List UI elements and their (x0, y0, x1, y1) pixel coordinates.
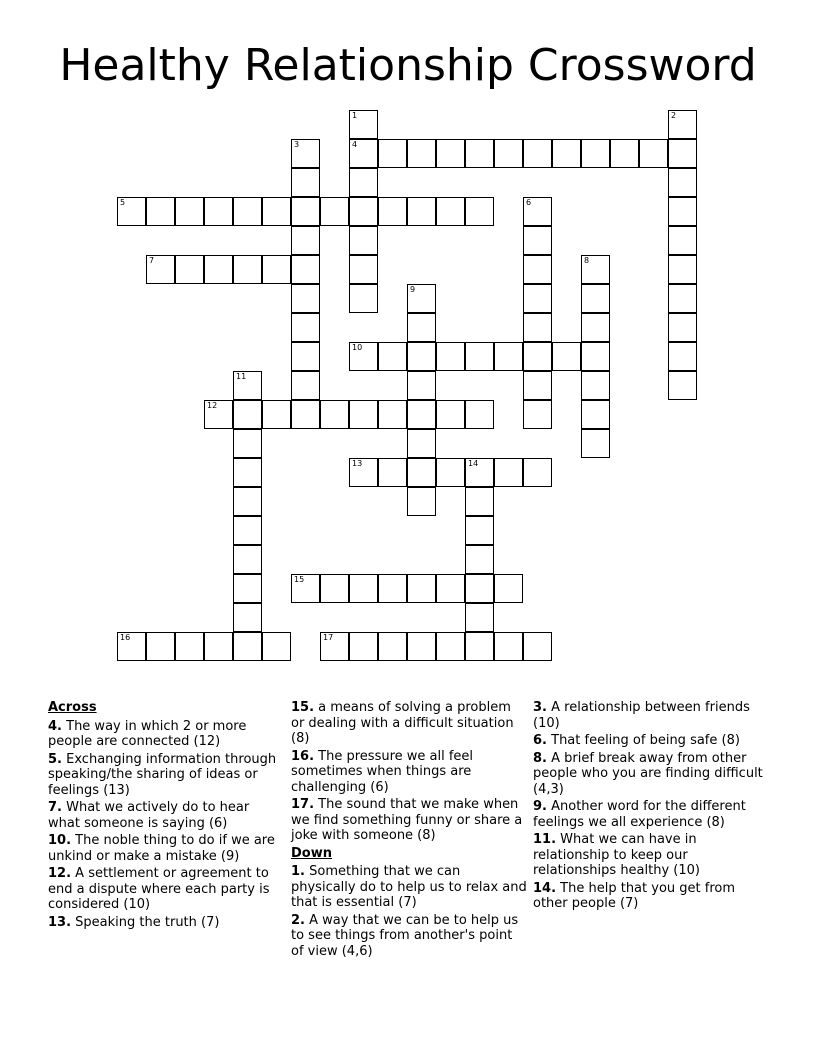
grid-cell[interactable] (349, 400, 378, 429)
grid-cell[interactable] (581, 371, 610, 400)
grid-cell[interactable] (349, 168, 378, 197)
grid-cell[interactable] (320, 632, 349, 661)
grid-cell[interactable] (175, 197, 204, 226)
clue-down-6 (533, 733, 769, 749)
grid-cell[interactable] (523, 139, 552, 168)
grid-cell[interactable] (349, 110, 378, 139)
grid-cell[interactable] (117, 632, 146, 661)
grid-cell[interactable] (146, 197, 175, 226)
cell-number: 15 (294, 575, 305, 584)
grid-cell[interactable] (262, 197, 291, 226)
clue-text: What we can have in relationship to keep our relationships healthy (10) (533, 832, 700, 878)
grid-cell[interactable] (378, 458, 407, 487)
clue-number: 3. (533, 700, 547, 715)
clue-number: 13. (48, 914, 72, 930)
grid-cell[interactable] (262, 632, 291, 661)
grid-cell[interactable] (668, 168, 697, 197)
clue-across-13 (48, 915, 284, 931)
cell-number: 12 (207, 401, 218, 410)
grid-cell[interactable] (436, 400, 465, 429)
clue-text: a means of solving a problem or dealing with a difficult situation (8) (291, 700, 514, 746)
clue-down-11 (533, 832, 769, 879)
grid-cell[interactable] (668, 197, 697, 226)
grid-cell[interactable] (262, 400, 291, 429)
grid-cell[interactable] (494, 574, 523, 603)
grid-cell[interactable] (523, 371, 552, 400)
clue-text: The help that you get from other people (7) (533, 880, 735, 911)
grid-cell[interactable] (291, 371, 320, 400)
clue-number: 11. (533, 832, 557, 847)
grid-cell[interactable] (407, 632, 436, 661)
clue-number: 17. (291, 797, 315, 812)
grid-cell[interactable] (349, 284, 378, 313)
grid-cell[interactable] (581, 313, 610, 342)
grid-cell[interactable] (233, 371, 262, 400)
grid-cell[interactable] (465, 458, 494, 487)
clue-text: A settlement or agreement to end a dispute where each party is considered (10) (48, 866, 270, 912)
grid-cell[interactable] (175, 632, 204, 661)
grid-cell[interactable] (668, 284, 697, 313)
grid-cell[interactable] (262, 255, 291, 284)
grid-cell[interactable] (349, 574, 378, 603)
grid-cell[interactable] (349, 226, 378, 255)
cell-number: 8 (584, 256, 590, 265)
cell-number: 14 (468, 459, 479, 468)
down-heading: Down (291, 845, 332, 861)
grid-cell[interactable] (291, 168, 320, 197)
grid-cell[interactable] (378, 632, 407, 661)
grid-cell[interactable] (407, 371, 436, 400)
clue-across-17 (291, 797, 527, 844)
grid-cell[interactable] (668, 110, 697, 139)
grid-cell[interactable] (610, 139, 639, 168)
grid-cell[interactable] (233, 197, 262, 226)
cell-number: 5 (120, 198, 126, 207)
down-clues-column-3 (533, 700, 769, 914)
page-title: Healthy Relationship Crossword (59, 40, 757, 91)
grid-cell[interactable] (436, 139, 465, 168)
clue-text: The way in which 2 or more people are connected (12) (48, 718, 247, 749)
grid-cell[interactable] (465, 632, 494, 661)
grid-cell[interactable] (233, 574, 262, 603)
grid-cell[interactable] (494, 139, 523, 168)
clue-number: 10. (48, 833, 72, 848)
clue-down-2 (291, 913, 527, 960)
cell-number: 4 (352, 140, 358, 149)
clue-down-3 (533, 700, 769, 731)
grid-cell[interactable] (320, 574, 349, 603)
grid-cell[interactable] (407, 342, 436, 371)
clue-text: Exchanging information through speaking/the sharing of ideas or feelings (13) (48, 751, 277, 798)
grid-cell[interactable] (233, 429, 262, 458)
grid-cell[interactable] (233, 516, 262, 545)
grid-cell[interactable] (291, 255, 320, 284)
cell-number: 1 (352, 111, 358, 120)
grid-cell[interactable] (436, 632, 465, 661)
grid-cell[interactable] (407, 139, 436, 168)
grid-cell[interactable] (465, 197, 494, 226)
clue-number: 1. (291, 864, 305, 879)
grid-cell[interactable] (494, 342, 523, 371)
grid-cell[interactable] (523, 255, 552, 284)
clue-number: 5. (48, 751, 62, 767)
grid-cell[interactable] (552, 342, 581, 371)
grid-cell[interactable] (407, 197, 436, 226)
grid-cell[interactable] (465, 574, 494, 603)
grid-cell[interactable] (407, 458, 436, 487)
clue-across-12 (48, 866, 284, 913)
grid-cell[interactable] (291, 574, 320, 603)
grid-cell[interactable] (291, 313, 320, 342)
clue-text: Something that we can physically do to help us to relax and that is essential (7) (291, 864, 527, 910)
clue-number: 12. (48, 866, 72, 881)
grid-cell[interactable] (378, 400, 407, 429)
grid-cell[interactable] (639, 139, 668, 168)
grid-cell[interactable] (668, 313, 697, 342)
grid-cell[interactable] (668, 255, 697, 284)
clue-down-9 (533, 799, 769, 830)
cell-number: 11 (236, 372, 247, 381)
cell-number: 2 (671, 111, 677, 120)
grid-cell[interactable] (494, 632, 523, 661)
grid-cell[interactable] (233, 400, 262, 429)
clue-text: The sound that we make when we find something funny or share a joke with someone (8) (291, 797, 523, 843)
clue-number: 9. (533, 799, 547, 814)
clue-number: 14. (533, 880, 557, 896)
grid-cell[interactable] (407, 284, 436, 313)
grid-cell[interactable] (581, 255, 610, 284)
grid-cell[interactable] (291, 197, 320, 226)
grid-cell[interactable] (465, 603, 494, 632)
grid-cell[interactable] (175, 255, 204, 284)
grid-cell[interactable] (407, 313, 436, 342)
grid-cell[interactable] (146, 632, 175, 661)
grid-cell[interactable] (233, 603, 262, 632)
cell-number: 6 (526, 198, 532, 207)
grid-cell[interactable] (349, 139, 378, 168)
grid-cell[interactable] (291, 226, 320, 255)
grid-cell[interactable] (465, 516, 494, 545)
cell-number: 10 (352, 343, 363, 352)
grid-cell[interactable] (291, 400, 320, 429)
cell-number: 7 (149, 256, 155, 265)
grid-cell[interactable] (291, 139, 320, 168)
grid-cell[interactable] (204, 255, 233, 284)
grid-cell[interactable] (436, 197, 465, 226)
clue-text: What we actively do to hear what someone is saying (6) (48, 800, 250, 831)
grid-cell[interactable] (349, 632, 378, 661)
grid-cell[interactable] (581, 139, 610, 168)
grid-cell[interactable] (465, 545, 494, 574)
grid-cell[interactable] (349, 458, 378, 487)
grid-cell[interactable] (233, 255, 262, 284)
grid-cell[interactable] (204, 400, 233, 429)
clue-across-7 (48, 800, 284, 831)
grid-cell[interactable] (581, 429, 610, 458)
clue-across-15 (291, 700, 527, 747)
grid-cell[interactable] (581, 400, 610, 429)
grid-cell[interactable] (523, 632, 552, 661)
grid-cell[interactable] (407, 429, 436, 458)
grid-cell[interactable] (378, 197, 407, 226)
clue-down-14 (533, 881, 769, 912)
grid-cell[interactable] (407, 487, 436, 516)
clue-number: 16. (291, 748, 315, 764)
grid-cell[interactable] (523, 284, 552, 313)
clue-number: 7. (48, 800, 62, 815)
grid-cell[interactable] (523, 226, 552, 255)
grid-cell[interactable] (291, 284, 320, 313)
grid-cell[interactable] (378, 574, 407, 603)
grid-cell[interactable] (552, 139, 581, 168)
clue-number: 2. (291, 912, 305, 928)
grid-cell[interactable] (146, 255, 175, 284)
clue-across-16 (291, 749, 527, 796)
grid-cell[interactable] (349, 255, 378, 284)
grid-cell[interactable] (523, 400, 552, 429)
grid-cell[interactable] (523, 313, 552, 342)
grid-cell[interactable] (581, 342, 610, 371)
clue-across-10 (48, 833, 284, 864)
cell-number: 13 (352, 459, 363, 468)
grid-cell[interactable] (233, 487, 262, 516)
grid-cell[interactable] (291, 342, 320, 371)
grid-cell[interactable] (378, 139, 407, 168)
grid-cell[interactable] (436, 342, 465, 371)
clue-text: Another word for the different feelings we all experience (8) (533, 799, 746, 830)
grid-cell[interactable] (523, 342, 552, 371)
grid-cell[interactable] (117, 197, 146, 226)
cell-number: 16 (120, 633, 131, 642)
grid-cell[interactable] (407, 574, 436, 603)
grid-cell[interactable] (436, 458, 465, 487)
clues-column-2 (291, 700, 527, 961)
grid-cell[interactable] (668, 371, 697, 400)
clue-text: A way that we can be to help us to see things from another's point of view (4,6) (291, 912, 519, 959)
grid-cell[interactable] (233, 545, 262, 574)
clue-across-4 (48, 719, 284, 750)
grid-cell[interactable] (407, 400, 436, 429)
grid-cell[interactable] (523, 197, 552, 226)
clue-text: Speaking the truth (7) (75, 914, 220, 930)
grid-cell[interactable] (465, 139, 494, 168)
clue-text: The noble thing to do if we are unkind or make a mistake (9) (48, 833, 275, 864)
grid-cell[interactable] (204, 632, 233, 661)
clue-text: A brief break away from other people who you are finding difficult (4,3) (533, 750, 763, 797)
clue-text: A relationship between friends (10) (533, 700, 750, 731)
grid-cell[interactable] (465, 487, 494, 516)
cell-number: 17 (323, 633, 334, 642)
grid-cell[interactable] (320, 197, 349, 226)
grid-cell[interactable] (233, 632, 262, 661)
clue-across-5 (48, 752, 284, 799)
clue-number: 8. (533, 750, 547, 766)
grid-cell[interactable] (349, 342, 378, 371)
clue-number: 15. (291, 700, 315, 715)
grid-cell[interactable] (465, 342, 494, 371)
grid-cell[interactable] (668, 226, 697, 255)
grid-cell[interactable] (204, 197, 233, 226)
clue-down-1 (291, 864, 527, 911)
grid-cell[interactable] (436, 574, 465, 603)
clue-number: 6. (533, 733, 547, 748)
across-heading: Across (48, 700, 97, 715)
across-clues-column-1 (48, 700, 284, 932)
grid-cell[interactable] (668, 342, 697, 371)
clue-text: The pressure we all feel sometimes when things are challenging (6) (291, 748, 474, 795)
grid-cell[interactable] (320, 400, 349, 429)
cell-number: 3 (294, 140, 300, 149)
cell-number: 9 (410, 285, 416, 294)
grid-cell[interactable] (233, 458, 262, 487)
clue-down-8 (533, 751, 769, 798)
grid-cell[interactable] (494, 458, 523, 487)
clue-text: That feeling of being safe (8) (551, 733, 740, 748)
grid-cell[interactable] (581, 284, 610, 313)
grid-cell[interactable] (668, 139, 697, 168)
grid-cell[interactable] (378, 342, 407, 371)
clue-number: 4. (48, 718, 62, 734)
grid-cell[interactable] (523, 458, 552, 487)
grid-cell[interactable] (465, 400, 494, 429)
grid-cell[interactable] (349, 197, 378, 226)
